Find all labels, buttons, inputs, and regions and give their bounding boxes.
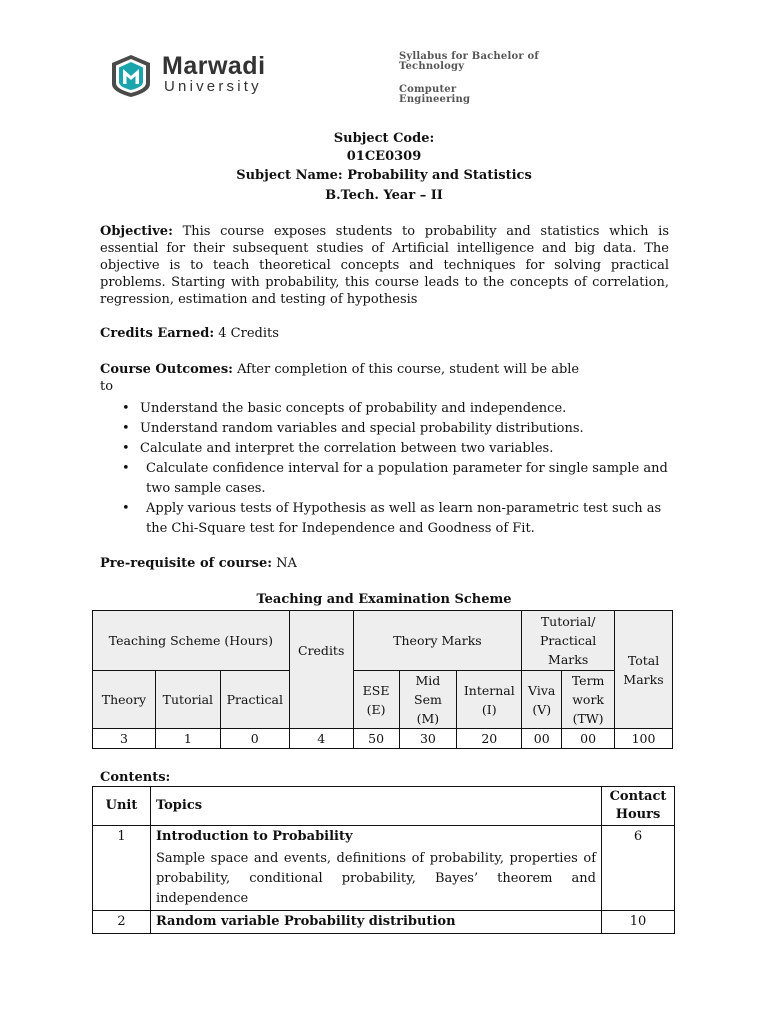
university-logo-icon <box>110 54 152 98</box>
theory-marks-header: Theory Marks <box>353 611 522 671</box>
header-syllabus-line2: Technology <box>399 61 465 72</box>
outcomes-intro-line2: to <box>100 379 114 394</box>
contents-table <box>92 786 675 934</box>
viva-value: 00 <box>522 729 562 749</box>
total-value: 100 <box>615 729 673 749</box>
unit-number: 2 <box>93 911 151 934</box>
unit-header: Unit <box>93 787 151 826</box>
midsem-header: Mid Sem (M) <box>399 671 457 729</box>
scheme-title: Teaching and Examination Scheme <box>256 592 512 607</box>
prerequisite-line <box>100 555 669 572</box>
hours-header: Contact Hours <box>602 787 675 826</box>
outcomes-label: Course Outcomes: <box>100 362 233 377</box>
table-row <box>93 911 675 934</box>
credits-header: Credits <box>289 611 353 729</box>
theory-header: Theory <box>93 671 156 729</box>
tutorial-practical-header: Tutorial/ Practical Marks <box>522 611 615 671</box>
objective-label: Objective: <box>100 224 173 239</box>
credits-line <box>100 325 669 342</box>
outcomes-intro-text: After completion of this course, student will be able <box>237 362 580 377</box>
credits-label: Credits Earned: <box>100 326 215 341</box>
tutorial-header: Tutorial <box>155 671 220 729</box>
practical-value: 0 <box>220 729 289 749</box>
topics-header: Topics <box>150 787 601 826</box>
credits-value-cell: 4 <box>289 729 353 749</box>
list-item: • Understand random variables and special probability distributions. <box>100 419 670 439</box>
header-dept-line2: Engineering <box>399 94 471 105</box>
header-syllabus-line1: Syllabus for Bachelor of <box>399 51 539 62</box>
midsem-value: 30 <box>399 729 457 749</box>
objective-text: This course exposes students to probability and statistics which is essential for their subsequent studies of Artificial intelligence and big data. The objective is to teach theoretical concepts and techniques for solving practical problems. Starting with probability, this course leads to the concepts of correlation, regression, estimation and testing of hypothesis <box>100 224 669 307</box>
teaching-scheme-header: Teaching Scheme (Hours) <box>93 611 290 671</box>
subject-code-label: Subject Code: <box>333 131 435 146</box>
subject-code: 01CE0309 <box>346 149 422 164</box>
tutorial-value: 1 <box>155 729 220 749</box>
outcomes-list <box>100 399 670 539</box>
header-dept-line1: Computer <box>399 84 457 95</box>
internal-value: 20 <box>457 729 522 749</box>
topic-title: Random variable Probability distribution <box>155 914 456 929</box>
subject-name: Subject Name: Probability and Statistics <box>236 168 532 183</box>
list-item: • Calculate and interpret the correlation between two variables. <box>100 439 670 459</box>
topic-cell <box>150 911 601 934</box>
scheme-table <box>92 610 673 749</box>
list-item: • Calculate confidence interval for a population parameter for single sample and two sample cases. <box>100 459 670 499</box>
contents-label: Contents: <box>100 770 171 785</box>
topic-description: Sample space and events, definitions of probability, properties of probability, conditional probability, Bayes’ theorem and independence <box>155 851 596 906</box>
ese-value: 50 <box>353 729 399 749</box>
list-item: • Apply various tests of Hypothesis as well as learn non-parametric test such as the Chi-Square test for Independence and Goodness of Fit. <box>100 499 670 539</box>
practical-header: Practical <box>220 671 289 729</box>
logo-subtitle: University <box>164 78 262 95</box>
ese-header: ESE (E) <box>353 671 399 729</box>
prereq-label: Pre-requisite of course: <box>100 556 273 571</box>
contact-hours: 10 <box>602 911 675 934</box>
prereq-value: NA <box>276 556 297 571</box>
total-marks-header: Total Marks <box>615 611 673 729</box>
table-row <box>93 826 675 911</box>
list-item: • Understand the basic concepts of probability and independence. <box>100 399 670 419</box>
topic-cell <box>150 826 601 911</box>
termwork-value: 00 <box>562 729 615 749</box>
viva-header: Viva (V) <box>522 671 562 729</box>
objective-paragraph <box>100 223 669 308</box>
credits-value: 4 Credits <box>218 326 279 341</box>
unit-number: 1 <box>93 826 151 911</box>
termwork-header: Term work (TW) <box>562 671 615 729</box>
topic-title: Introduction to Probability <box>155 829 353 844</box>
year-line: B.Tech. Year – II <box>325 188 443 203</box>
logo-name: Marwadi <box>162 52 266 80</box>
theory-value: 3 <box>93 729 156 749</box>
outcomes-intro <box>100 361 590 378</box>
contact-hours: 6 <box>602 826 675 911</box>
internal-header: Internal (I) <box>457 671 522 729</box>
